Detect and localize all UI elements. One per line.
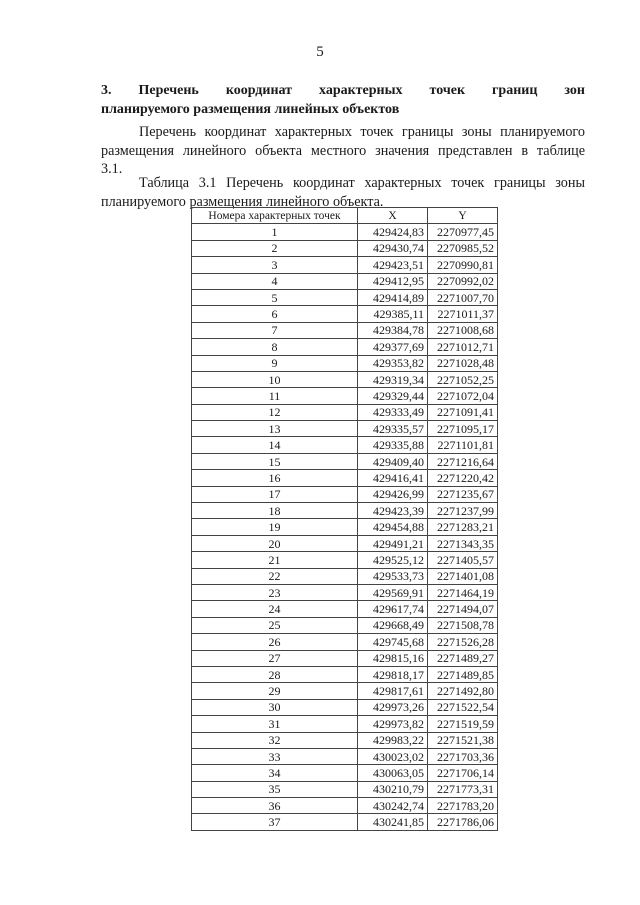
point-number-cell: 27	[192, 650, 358, 666]
table-row	[192, 798, 498, 814]
x-cell: 429335,57	[358, 421, 428, 437]
y-cell: 2271012,71	[428, 339, 498, 355]
x-cell: 429329,44	[358, 388, 428, 404]
table-row	[192, 683, 498, 699]
point-number-cell: 22	[192, 568, 358, 584]
table-row	[192, 371, 498, 387]
table-row	[192, 437, 498, 453]
point-number-cell: 8	[192, 339, 358, 355]
section-heading-line-2: планируемого размещения линейных объектов	[101, 102, 400, 117]
y-cell: 2271283,21	[428, 519, 498, 535]
point-number-cell: 1	[192, 224, 358, 240]
point-number-cell: 13	[192, 421, 358, 437]
point-number-cell: 33	[192, 748, 358, 764]
x-cell: 429569,91	[358, 584, 428, 600]
point-number-cell: 16	[192, 470, 358, 486]
page-number: 5	[316, 44, 324, 60]
y-cell: 2271401,08	[428, 568, 498, 584]
y-cell: 2271007,70	[428, 289, 498, 305]
y-cell: 2271091,41	[428, 404, 498, 420]
table-row	[192, 322, 498, 338]
table-row	[192, 289, 498, 305]
y-cell: 2271706,14	[428, 765, 498, 781]
y-cell: 2271489,85	[428, 666, 498, 682]
x-cell: 430210,79	[358, 781, 428, 797]
y-cell: 2271526,28	[428, 634, 498, 650]
point-number-cell: 10	[192, 371, 358, 387]
point-number-cell: 19	[192, 519, 358, 535]
x-cell: 430242,74	[358, 798, 428, 814]
table-row	[192, 339, 498, 355]
table-row	[192, 781, 498, 797]
x-cell: 429426,99	[358, 486, 428, 502]
y-cell: 2270990,81	[428, 257, 498, 273]
y-cell: 2271343,35	[428, 535, 498, 551]
section-number: 3.	[101, 83, 112, 98]
table-row	[192, 699, 498, 715]
x-cell: 429423,51	[358, 257, 428, 273]
point-number-cell: 6	[192, 306, 358, 322]
point-number-cell: 20	[192, 535, 358, 551]
point-number-cell: 34	[192, 765, 358, 781]
table-row	[192, 716, 498, 732]
heading-word: границ	[492, 83, 538, 98]
y-cell: 2271521,38	[428, 732, 498, 748]
intro-line: размещения линейного объекта местного значения представлен в таблице	[101, 142, 585, 159]
table-header-row	[192, 208, 498, 224]
table-row	[192, 453, 498, 469]
caption-line: планируемого размещения линейного объекта.	[101, 193, 384, 210]
y-cell: 2271101,81	[428, 437, 498, 453]
point-number-cell: 23	[192, 584, 358, 600]
y-cell: 2271519,59	[428, 716, 498, 732]
heading-word: Перечень	[138, 83, 199, 98]
x-cell: 429384,78	[358, 322, 428, 338]
table-row	[192, 388, 498, 404]
table-row	[192, 355, 498, 371]
header-x: X	[358, 208, 428, 224]
table-row	[192, 617, 498, 633]
y-cell: 2271008,68	[428, 322, 498, 338]
point-number-cell: 25	[192, 617, 358, 633]
heading-word: координат	[225, 83, 293, 98]
table-row	[192, 273, 498, 289]
x-cell: 429416,41	[358, 470, 428, 486]
x-cell: 429385,11	[358, 306, 428, 322]
y-cell: 2270977,45	[428, 224, 498, 240]
x-cell: 429377,69	[358, 339, 428, 355]
y-cell: 2271405,57	[428, 552, 498, 568]
caption-line: Таблица 3.1 Перечень координат характерных точек границы зоны	[139, 175, 585, 191]
y-cell: 2271783,20	[428, 798, 498, 814]
point-number-cell: 35	[192, 781, 358, 797]
x-cell: 430023,02	[358, 748, 428, 764]
x-cell: 429423,39	[358, 503, 428, 519]
point-number-cell: 21	[192, 552, 358, 568]
x-cell: 429414,89	[358, 289, 428, 305]
x-cell: 429525,12	[358, 552, 428, 568]
intro-line: 3.1.	[101, 161, 123, 177]
x-cell: 429333,49	[358, 404, 428, 420]
x-cell: 429353,82	[358, 355, 428, 371]
table-caption	[101, 174, 585, 211]
point-number-cell: 2	[192, 240, 358, 256]
table-row	[192, 224, 498, 240]
y-cell: 2271464,19	[428, 584, 498, 600]
point-number-cell: 3	[192, 257, 358, 273]
table-row	[192, 748, 498, 764]
point-number-cell: 12	[192, 404, 358, 420]
x-cell: 429409,40	[358, 453, 428, 469]
x-cell: 429973,82	[358, 716, 428, 732]
intro-line: Перечень координат характерных точек границы зоны планируемого	[139, 124, 585, 140]
intro-paragraph	[101, 123, 585, 179]
x-cell: 429533,73	[358, 568, 428, 584]
table-row	[192, 814, 498, 830]
x-cell: 429319,34	[358, 371, 428, 387]
y-cell: 2271492,80	[428, 683, 498, 699]
table-row	[192, 650, 498, 666]
table-row	[192, 404, 498, 420]
x-cell: 429668,49	[358, 617, 428, 633]
table-row	[192, 568, 498, 584]
x-cell: 429424,83	[358, 224, 428, 240]
table-row	[192, 486, 498, 502]
point-number-cell: 9	[192, 355, 358, 371]
table-row	[192, 535, 498, 551]
table-row	[192, 666, 498, 682]
point-number-cell: 26	[192, 634, 358, 650]
x-cell: 430063,05	[358, 765, 428, 781]
header-y: Y	[428, 208, 498, 224]
x-cell: 429745,68	[358, 634, 428, 650]
heading-word: характерных	[319, 83, 403, 98]
y-cell: 2271489,27	[428, 650, 498, 666]
point-number-cell: 14	[192, 437, 358, 453]
table-row	[192, 601, 498, 617]
y-cell: 2271011,37	[428, 306, 498, 322]
y-cell: 2271072,04	[428, 388, 498, 404]
x-cell: 429412,95	[358, 273, 428, 289]
table-row	[192, 519, 498, 535]
table-row	[192, 470, 498, 486]
point-number-cell: 4	[192, 273, 358, 289]
section-heading-line-1	[101, 81, 585, 100]
y-cell: 2271220,42	[428, 470, 498, 486]
point-number-cell: 5	[192, 289, 358, 305]
header-point-number: Номера характерных точек	[192, 208, 358, 224]
heading-word: точек	[429, 83, 466, 98]
x-cell: 429973,26	[358, 699, 428, 715]
y-cell: 2271216,64	[428, 453, 498, 469]
point-number-cell: 24	[192, 601, 358, 617]
x-cell: 429430,74	[358, 240, 428, 256]
point-number-cell: 17	[192, 486, 358, 502]
heading-word: зон	[564, 83, 585, 98]
point-number-cell: 30	[192, 699, 358, 715]
y-cell: 2271508,78	[428, 617, 498, 633]
point-number-cell: 7	[192, 322, 358, 338]
table-row	[192, 552, 498, 568]
x-cell: 430241,85	[358, 814, 428, 830]
point-number-cell: 36	[192, 798, 358, 814]
table-row	[192, 503, 498, 519]
y-cell: 2271052,25	[428, 371, 498, 387]
table-row	[192, 732, 498, 748]
table-row	[192, 421, 498, 437]
point-number-cell: 32	[192, 732, 358, 748]
table-row	[192, 634, 498, 650]
point-number-cell: 15	[192, 453, 358, 469]
y-cell: 2271235,67	[428, 486, 498, 502]
point-number-cell: 29	[192, 683, 358, 699]
x-cell: 429818,17	[358, 666, 428, 682]
y-cell: 2271703,36	[428, 748, 498, 764]
y-cell: 2271786,06	[428, 814, 498, 830]
section-heading	[101, 81, 585, 119]
coordinates-table	[191, 207, 498, 831]
y-cell: 2271773,31	[428, 781, 498, 797]
table-row	[192, 257, 498, 273]
x-cell: 429335,88	[358, 437, 428, 453]
table-row	[192, 765, 498, 781]
table-row	[192, 240, 498, 256]
point-number-cell: 18	[192, 503, 358, 519]
y-cell: 2271095,17	[428, 421, 498, 437]
y-cell: 2271237,99	[428, 503, 498, 519]
y-cell: 2270985,52	[428, 240, 498, 256]
point-number-cell: 11	[192, 388, 358, 404]
y-cell: 2271522,54	[428, 699, 498, 715]
point-number-cell: 28	[192, 666, 358, 682]
x-cell: 429617,74	[358, 601, 428, 617]
x-cell: 429454,88	[358, 519, 428, 535]
y-cell: 2271494,07	[428, 601, 498, 617]
y-cell: 2271028,48	[428, 355, 498, 371]
x-cell: 429815,16	[358, 650, 428, 666]
table-row	[192, 306, 498, 322]
table-row	[192, 584, 498, 600]
x-cell: 429491,21	[358, 535, 428, 551]
point-number-cell: 31	[192, 716, 358, 732]
x-cell: 429983,22	[358, 732, 428, 748]
y-cell: 2270992,02	[428, 273, 498, 289]
point-number-cell: 37	[192, 814, 358, 830]
x-cell: 429817,61	[358, 683, 428, 699]
